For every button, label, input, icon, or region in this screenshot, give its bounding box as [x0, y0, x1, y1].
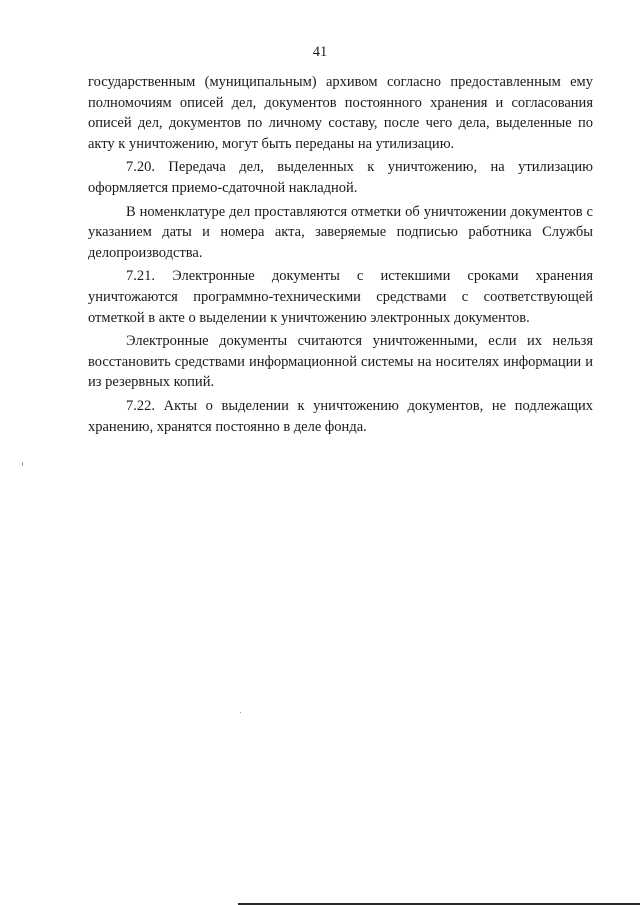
scan-artifact-mark	[22, 462, 23, 466]
scan-artifact-dot	[240, 712, 241, 713]
paragraph-nomenclature: В номенклатуре дел проставляются отметки об уничтожении документов с указанием даты и номера акта, заверяемые подписью работника Службы делопроизводства.	[88, 203, 593, 261]
paragraph-7-20: 7.20. Передача дел, выделенных к уничтожению, на утилизацию оформляется приемо-сдаточной накладной.	[88, 159, 593, 196]
paragraph-7-21: 7.21. Электронные документы с истекшими сроками хранения уничтожаются программно-техническими средствами с соответствующей отметкой в акте о выделении к уничтожению электронных документов.	[88, 268, 593, 326]
document-body	[88, 72, 593, 440]
page-number: 41	[312, 44, 328, 60]
paragraph-continuation: государственным (муниципальным) архивом согласно предоставленным ему полномочиям описей дел, документов постоянного хранения и согласования описей дел, документов по личному составу, после чего дела, выделенные по акту к уничтожению, могут быть переданы на утилизацию.	[88, 74, 593, 152]
paragraph-electronic-destroyed: Электронные документы считаются уничтоженными, если их нельзя восстановить средствами информационной системы на носителях информации и из резервных копий.	[88, 333, 593, 391]
paragraph-7-22: 7.22. Акты о выделении к уничтожению документов, не подлежащих хранению, хранятся постоянно в деле фонда.	[88, 397, 593, 435]
